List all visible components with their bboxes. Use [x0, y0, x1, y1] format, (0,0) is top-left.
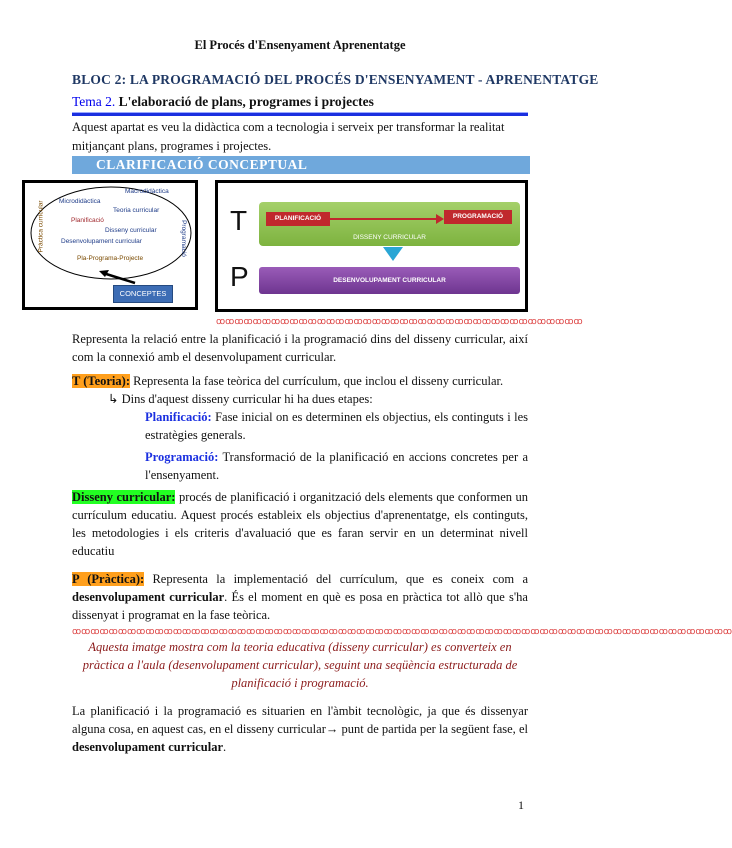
programacio-label: Programació: [145, 450, 219, 464]
arrow-line [330, 218, 440, 220]
final-text: La planificació i la programació es situarien en l'àmbit tecnològic, ja que és dissenyar alguna cosa, en aquest cas, en el disseny curricular→ punt de partida per la següent fase, el [72, 704, 528, 736]
heading-rule [72, 112, 528, 116]
final-end: . [223, 740, 227, 754]
concept-term: Pràctica curricular [37, 200, 45, 253]
final-paragraph [72, 702, 528, 756]
page-header: El Procés d'Ensenyament Aprenentatge [194, 38, 406, 52]
practica-bold: desenvolupament curricular [72, 590, 225, 604]
concepts-figure [22, 180, 198, 310]
bloc-title: BLOC 2: LA PROGRAMACIÓ DEL PROCÉS D'ENSENYAMENT - APRENENTATGE [72, 72, 599, 87]
theory-practice-figure [215, 180, 528, 312]
concepts-button: CONCEPTES [113, 285, 173, 303]
practica-paragraph [72, 570, 528, 624]
desenvolupament-box: DESENVOLUPAMENT CURRICULAR [259, 267, 520, 294]
planificacio-definition [145, 408, 528, 444]
section-title: CLARIFICACIÓ CONCEPTUAL [72, 156, 530, 174]
disseny-label: DISSENY CURRICULAR [353, 234, 426, 241]
t-letter: T [230, 205, 248, 236]
concept-term: Desenvolupament curricular [61, 238, 142, 245]
planificacio-box: PLANIFICACIÓ [266, 212, 330, 226]
arrow-right-icon [436, 214, 444, 224]
planificacio-label: Planificació: [145, 410, 212, 424]
concept-term: Teoria curricular [113, 207, 160, 214]
practica-text-end: . És el moment en què es posa en pràctica tot allò que s'ha dissenyat i programat en la fase teòrica. [72, 590, 528, 622]
tema-heading [72, 94, 374, 110]
tema-title: L'elaboració de plans, programes i projectes [115, 94, 374, 109]
disseny-label: Disseny curricular: [72, 490, 176, 504]
arrow-down-icon [383, 247, 403, 261]
p-letter: P [230, 261, 249, 292]
disseny-text: procés de planificació i organització dels elements que conformen un currículum educatiu. Aquest procés estableix els objectius d'aprenentatge, els continguts, les metodologies i els criteris d'avaluació que es faran servir en un determinat nivell educatiu [72, 490, 528, 558]
concept-term: Programació [179, 220, 187, 257]
concept-term: Disseny curricular [105, 227, 157, 234]
planificacio-text: Fase inicial on es determinen els objectius, els continguts i les estratègies generals. [145, 410, 528, 442]
final-bold: desenvolupament curricular [72, 740, 224, 754]
tema-number: Tema 2. [72, 94, 116, 109]
concept-term: Planificació [71, 217, 104, 224]
concept-term: Pla-Programa-Projecte [77, 255, 144, 262]
intro-paragraph: Aquest apartat es veu la didàctica com a tecnologia i serveix per transformar la realitat mitjançant plans, programes i projectes. [72, 120, 505, 153]
concept-term: Microdidàctica [59, 198, 101, 205]
programacio-box: PROGRAMACIÓ [444, 210, 512, 224]
dotted-separator: ꝏꝏꝏꝏꝏꝏꝏꝏꝏꝏꝏꝏꝏꝏꝏꝏꝏꝏꝏꝏꝏꝏꝏꝏꝏꝏꝏꝏꝏꝏꝏꝏꝏꝏꝏꝏꝏꝏꝏꝏꝏꝏꝏꝏꝏꝏꝏꝏꝏꝏꝏꝏꝏꝏꝏꝏꝏꝏꝏꝏꝏꝏꝏꝏꝏꝏꝏꝏꝏꝏꝏꝏ [72, 626, 732, 636]
disseny-paragraph [72, 488, 528, 560]
teoria-paragraph [72, 372, 528, 390]
page-number: 1 [518, 798, 524, 812]
programacio-text: Transformació de la planificació en accions concretes per a l'ensenyament. [145, 450, 528, 482]
programacio-definition [145, 448, 528, 484]
concept-term: Macrodidàctica [125, 188, 169, 195]
relation-paragraph: Representa la relació entre la planificació i la programació dins del disseny curricular, així com la connexió amb el desenvolupament curricular. [72, 332, 528, 364]
teoria-subnote: ↳ Dins d'aquest disseny curricular hi ha dues etapes: [108, 392, 373, 406]
practica-label: P (Pràctica): [72, 572, 145, 586]
teoria-text: Representa la fase teòrica del currículum, que inclou el disseny curricular. [129, 374, 504, 388]
body-content [72, 330, 732, 756]
teoria-label: T (Teoria): [72, 374, 130, 388]
practica-text: Representa la implementació del currículum, que es coneix com a [144, 572, 528, 586]
figure-caption: Aquesta imatge mostra com la teoria educativa (disseny curricular) es converteix en pràctica a l'aula (desenvolupament curricular), seguint una seqüència estructurada de planificació i programació. [82, 640, 518, 690]
dotted-separator: ꝏꝏꝏꝏꝏꝏꝏꝏꝏꝏꝏꝏꝏꝏꝏꝏꝏꝏꝏꝏꝏꝏꝏꝏꝏꝏꝏꝏꝏꝏꝏꝏꝏꝏꝏꝏꝏꝏꝏꝏ [216, 316, 583, 326]
